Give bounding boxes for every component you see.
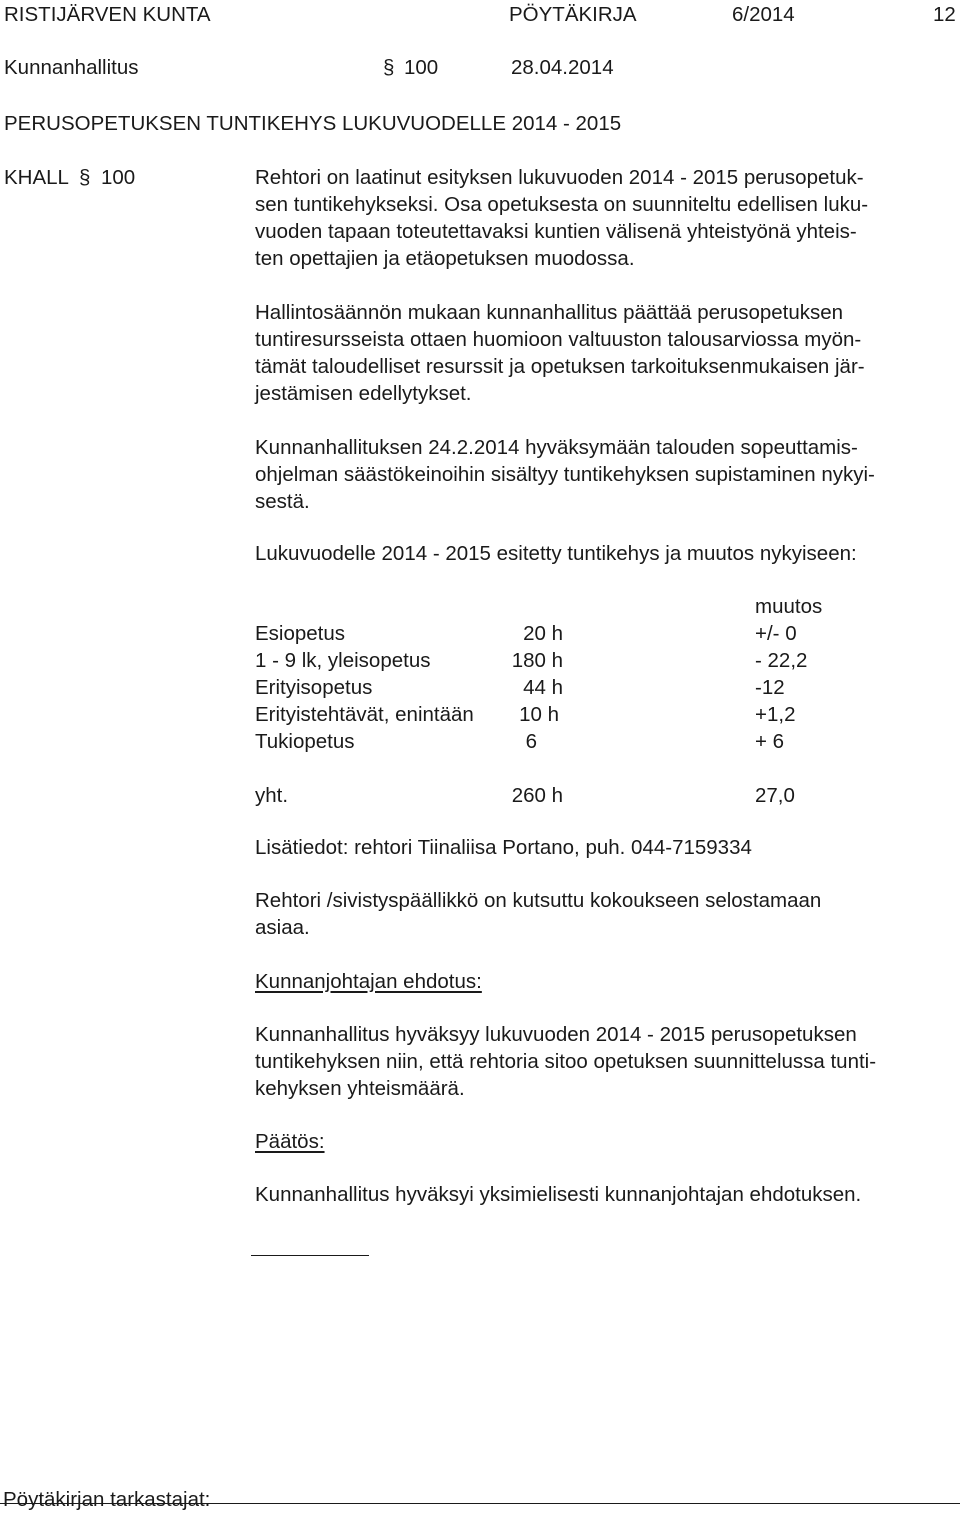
table-row: [255, 701, 955, 728]
end-rule: [251, 1255, 369, 1256]
item-prefix: KHALL: [4, 166, 69, 189]
item-section-mark: §: [79, 166, 91, 189]
row-hours: 10 h: [519, 703, 559, 726]
row-label: 1 - 9 lk, yleisopetus: [255, 649, 431, 672]
table-header-row: [255, 593, 955, 620]
row-label: Erityisopetus: [255, 676, 373, 699]
row-hours: 44 h: [523, 676, 563, 699]
table-row: [255, 674, 955, 701]
document-type: PÖYTÄKIRJA: [509, 3, 637, 26]
row-label: Tukiopetus: [255, 730, 355, 753]
row-hours: 6: [525, 730, 537, 753]
table-row: [255, 620, 955, 647]
meeting-date: 28.04.2014: [511, 56, 614, 79]
total-label: yht.: [255, 784, 289, 807]
item-number: 100: [101, 166, 136, 189]
table-row: [255, 728, 955, 755]
proposal-text: Kunnanhallitus hyväksyy lukuvuoden 2014 - 2015 perusopetuksen tuntikehyksen niin, että rehtoria sitoo opetuksen suunnittelussa tunti- kehyksen yhteismäärä.: [255, 1023, 877, 1100]
contact-info: Lisätiedot: rehtori Tiinaliisa Portano, puh. 044-7159334: [255, 836, 752, 859]
decision-heading: Päätös:: [255, 1130, 325, 1153]
table-row: [255, 647, 955, 674]
proposal-heading: Kunnanjohtajan ehdotus:: [255, 970, 482, 993]
change-column-header: muutos: [755, 595, 823, 618]
intro-paragraph: Rehtori on laatinut esityksen lukuvuoden 2014 - 2015 perusopetuk- sen tuntikehykseksi. Osa opetuksesta on suunniteltu edellisen luku- vuoden tapaan toteutettavaksi kuntien välisenä yhteistyönä yhteis- ten opettajien ja etäopetuksen muodossa.: [255, 166, 869, 270]
table-total-row: [255, 782, 955, 809]
total-hours: 260 h: [511, 784, 563, 807]
decision-text: Kunnanhallitus hyväksyi yksimielisesti kunnanjohtajan ehdotuksen.: [255, 1183, 862, 1206]
document-number: 6/2014: [732, 3, 795, 26]
municipality-name: RISTIJÄRVEN KUNTA: [4, 3, 211, 26]
table-intro: Lukuvuodelle 2014 - 2015 esitetty tuntikehys ja muutos nykyiseen:: [255, 542, 857, 565]
savings-paragraph: Kunnanhallituksen 24.2.2014 hyväksymään talouden sopeuttamis- ohjelman säästökeinoihin sisältyy tuntikehyksen supistaminen nykyi- sestä.: [255, 436, 875, 513]
row-hours: 180 h: [511, 649, 563, 672]
section-mark: §: [383, 56, 395, 79]
document-title: PERUSOPETUKSEN TUNTIKEHYS LUKUVUODELLE 2014 - 2015: [4, 112, 622, 135]
row-change: - 22,2: [755, 649, 808, 672]
row-change: + 6: [755, 730, 785, 753]
section-number: 100: [404, 56, 439, 79]
row-label: Erityistehtävät, enintään: [255, 703, 474, 726]
body-name: Kunnanhallitus: [4, 56, 139, 79]
row-hours: 20 h: [523, 622, 563, 645]
row-change: +1,2: [755, 703, 796, 726]
total-change: 27,0: [755, 784, 795, 807]
regulation-paragraph: Hallintosäännön mukaan kunnanhallitus päättää perusopetuksen tuntiresursseista ottaen huomioon valtuuston talousarviossa myön- tämät taloudelliset resurssit ja opetuksen tarkoituksenmukaisen jär- jestämisen edellytykset.: [255, 301, 865, 405]
row-change: +/- 0: [755, 622, 797, 645]
invite-paragraph: Rehtori /sivistyspäällikkö on kutsuttu kokoukseen selostamaan asiaa.: [255, 889, 822, 939]
page-number: 12: [933, 3, 956, 26]
row-change: -12: [755, 676, 785, 699]
footer-label: Pöytäkirjan tarkastajat:: [3, 1488, 211, 1511]
row-label: Esiopetus: [255, 622, 346, 645]
